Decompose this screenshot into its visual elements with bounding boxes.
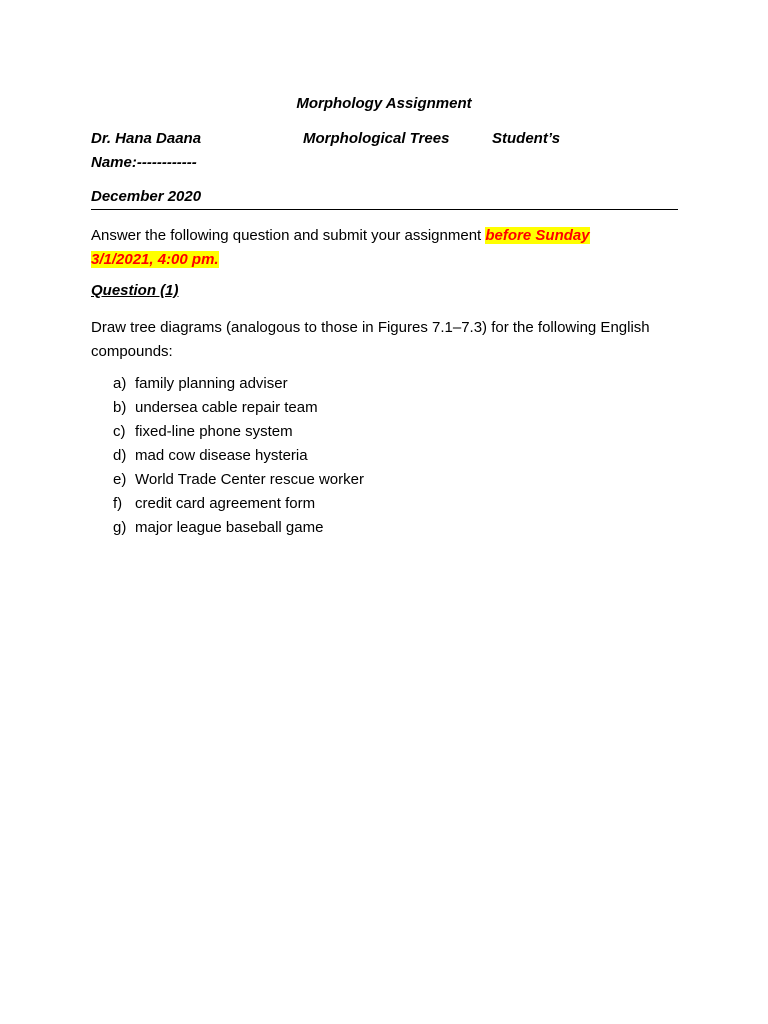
list-item [113,446,364,470]
list-item-text: mad cow disease hysteria [135,447,308,464]
list-item [113,398,364,422]
list-item [113,494,364,518]
list-marker: a) [113,375,127,392]
deadline-highlight-1: before Sunday [485,227,590,244]
list-item [113,422,364,446]
compound-list [113,374,364,542]
header-divider [91,209,678,210]
list-item [113,470,364,494]
student-name-field: Name:------------ [91,154,197,171]
list-marker: b) [113,399,127,416]
question-heading: Question (1) [91,282,179,299]
list-item-text: family planning adviser [135,375,288,392]
list-item [113,374,364,398]
question-prompt: Draw tree diagrams (analogous to those in Figures 7.1–7.3) for the following English compounds: [91,319,650,360]
list-item-text: undersea cable repair team [135,399,318,416]
list-item-text: World Trade Center rescue worker [135,471,364,488]
list-marker: g) [113,519,127,536]
list-item-text: credit card agreement form [135,495,316,512]
list-item-text: major league baseball game [135,519,324,536]
document-date: December 2020 [91,188,202,205]
list-marker: c) [113,423,126,440]
student-label: Student’s [492,130,561,147]
instructions-text: Answer the following question and submit your assignment [91,227,486,244]
list-marker: d) [113,447,127,464]
assignment-topic: Morphological Trees [303,130,450,147]
list-marker: e) [113,471,127,488]
author-name: Dr. Hana Daana [91,130,202,147]
list-item-text: fixed-line phone system [135,423,293,440]
deadline-highlight-2: 3/1/2021, 4:00 pm. [91,251,219,268]
instructions-paragraph [91,224,681,272]
list-marker: f) [113,495,123,512]
list-item [113,518,364,542]
document-title: Morphology Assignment [296,95,472,112]
